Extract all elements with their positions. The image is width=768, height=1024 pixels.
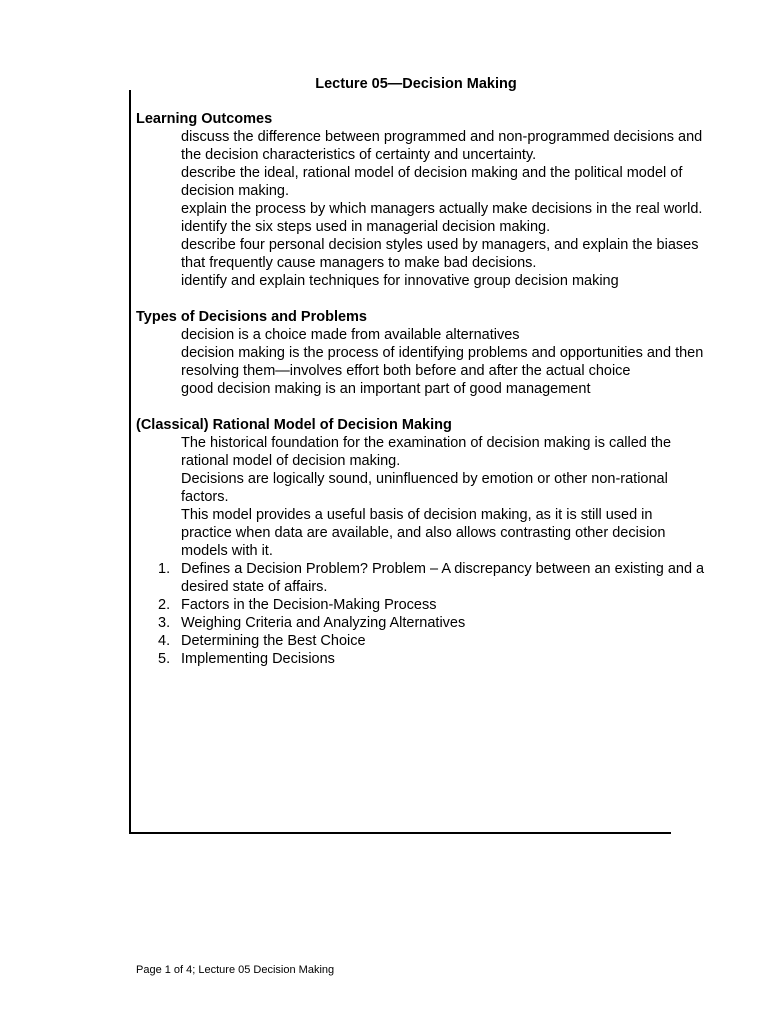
types-list (136, 326, 706, 398)
section-spacer (136, 290, 706, 308)
rational-model-list (136, 434, 706, 560)
list-item: good decision making is an important part of good management (181, 381, 591, 397)
item-number: 2. (158, 597, 171, 613)
frame-left-border (129, 90, 131, 834)
list-item: Decisions are logically sound, uninfluenced by emotion or other non-rational factors. (181, 471, 668, 505)
item-text: Determining the Best Choice (181, 633, 366, 649)
item-text: Weighing Criteria and Analyzing Alternatives (181, 615, 466, 631)
item-text: Implementing Decisions (181, 651, 335, 667)
list-item: decision is a choice made from available alternatives (181, 327, 520, 343)
item-number: 1. (158, 561, 171, 577)
item-number: 5. (158, 651, 171, 667)
item-text: Factors in the Decision-Making Process (181, 597, 437, 613)
section-types-of-decisions (136, 308, 706, 398)
section-heading: (Classical) Rational Model of Decision Making (136, 417, 452, 433)
list-item: decision making is the process of identifying problems and opportunities and then resolving them—involves effort both before and after the actual choice (181, 345, 704, 379)
list-item: describe the ideal, rational model of decision making and the political model of decision making. (181, 165, 683, 199)
section-rational-model (136, 416, 706, 668)
list-item: discuss the difference between programmed and non-programmed decisions and the decision characteristics of certainty and uncertainty. (181, 129, 703, 163)
item-number: 4. (158, 633, 171, 649)
numbered-steps-list (136, 560, 706, 668)
numbered-item (136, 596, 706, 614)
list-item: This model provides a useful basis of decision making, as it is still used in practice when data are available, and also allows contrasting other decision models with it. (181, 507, 666, 559)
section-spacer (136, 398, 706, 416)
numbered-item (136, 614, 706, 632)
list-item: The historical foundation for the examination of decision making is called the rational model of decision making. (181, 435, 672, 469)
section-learning-outcomes (136, 110, 706, 290)
numbered-item (136, 650, 706, 668)
item-number: 3. (158, 615, 171, 631)
section-heading: Learning Outcomes (136, 111, 273, 127)
outcomes-list (136, 128, 706, 290)
document-body (136, 110, 706, 668)
numbered-item (136, 632, 706, 650)
item-text: Defines a Decision Problem? Problem – A discrepancy between an existing and a desired state of affairs. (181, 561, 705, 595)
list-item: describe four personal decision styles used by managers, and explain the biases that frequently cause managers to make bad decisions. (181, 237, 699, 271)
section-heading: Types of Decisions and Problems (136, 309, 367, 325)
numbered-item (136, 560, 706, 596)
list-item: identify the six steps used in managerial decision making. (181, 219, 551, 235)
page-footer: Page 1 of 4; Lecture 05 Decision Making (136, 964, 335, 976)
list-item: explain the process by which managers actually make decisions in the real world. (181, 201, 703, 217)
frame-bottom-border (129, 832, 671, 834)
list-item: identify and explain techniques for innovative group decision making (181, 273, 619, 289)
page-title: Lecture 05—Decision Making (315, 76, 517, 92)
